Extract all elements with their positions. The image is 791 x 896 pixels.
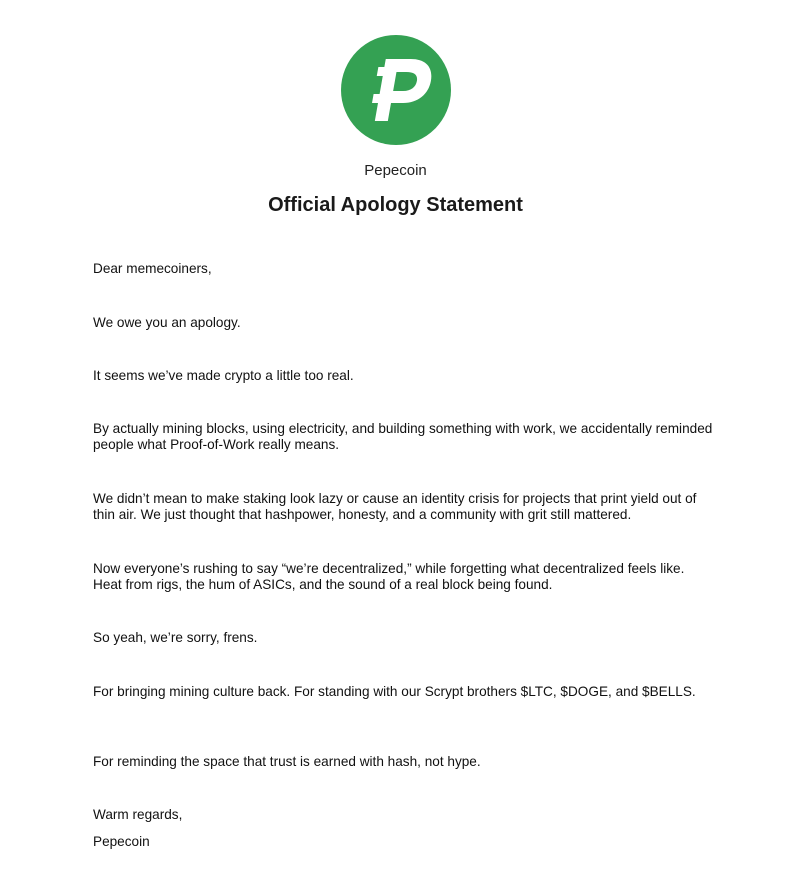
closing: Warm regards,: [93, 807, 183, 822]
paragraph: So yeah, we’re sorry, frens.: [93, 630, 258, 645]
paragraph: We didn’t mean to make staking look lazy or cause an identity crisis for projects that print yield out of thin air. We just thought that hashpower, honesty, and a community with grit still mattered.: [93, 491, 697, 522]
pepecoin-logo-icon: [341, 35, 451, 145]
salutation: Dear memecoiners,: [93, 261, 212, 276]
paragraph: It seems we’ve made crypto a little too real.: [93, 368, 354, 383]
page-title: Official Apology Statement: [268, 194, 523, 216]
paragraph: By actually mining blocks, using electricity, and building something with work, we accidentally reminded people what Proof-of-Work really means.: [93, 421, 713, 452]
paragraph: Now everyone’s rushing to say “we’re decentralized,” while forgetting what decentralized feels like. Heat from rigs, the hum of ASICs, and the sound of a real block being found.: [93, 561, 685, 592]
paragraph: For reminding the space that trust is earned with hash, not hype.: [93, 754, 481, 769]
signature: Pepecoin: [93, 834, 150, 849]
paragraph: For bringing mining culture back. For standing with our Scrypt brothers $LTC, $DOGE, and $BELLS.: [93, 684, 696, 699]
brand-name: Pepecoin: [364, 162, 427, 179]
paragraph: We owe you an apology.: [93, 315, 241, 330]
